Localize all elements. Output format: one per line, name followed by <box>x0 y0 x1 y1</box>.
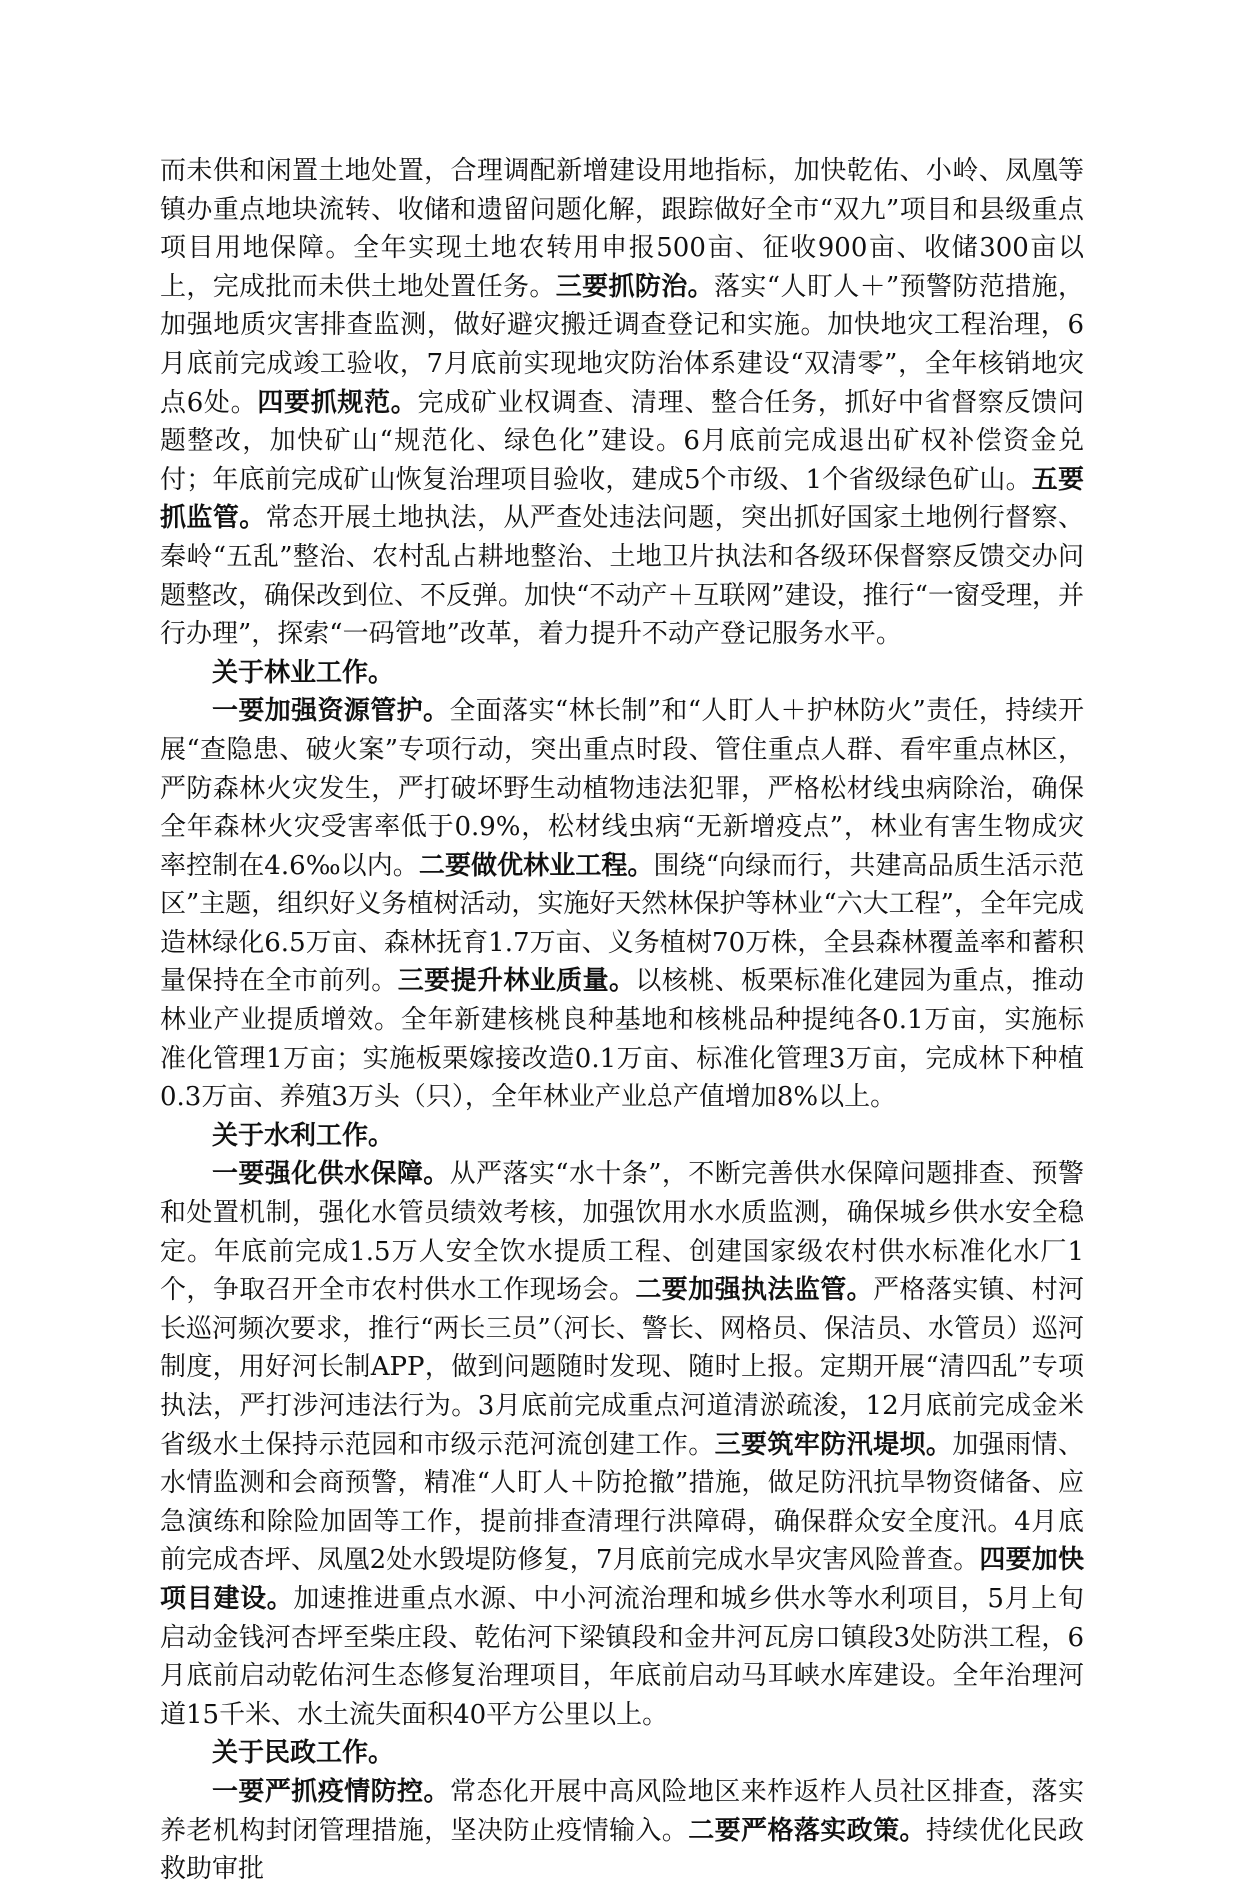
paragraph-forestry: 一要加强资源管护。全面落实“林长制”和“人盯人＋护林防火”责任，持续开展“查隐患、破火案”专项行动，突出重点时段、管住重点人群、看牢重点林区，严防森林火灾发生，严打破坏野生动植物违法犯罪，严格松材线虫病除治，确保全年森林火灾受害率低于0.9%，松材线虫病“无新增疫点”，林业有害生物成灾率控制在4.6‰以内。二要做优林业工程。围绕“向绿而行，共建高品质生活示范区”主题，组织好义务植树活动，实施好天然林保护等林业“六大工程”，全年完成造林绿化6.5万亩、森林抚育1.7万亩、义务植树70万株，全县森林覆盖率和蓄积量保持在全市前列。三要提升林业质量。以核桃、板栗标准化建园为重点，推动林业产业提质增效。全年新建核桃良种基地和核桃品种提纯各0.1万亩，实施标准化管理1万亩；实施板栗嫁接改造0.1万亩、标准化管理3万亩，完成林下种植0.3万亩、养殖3万头（只），全年林业产业总产值增加8%以上。 <box>160 696 1084 1113</box>
section-heading-forestry: 关于林业工作。 <box>212 657 395 688</box>
bold-lead: 二要加强执法监管。 <box>635 1275 874 1306</box>
bold-lead: 一要强化供水保障。 <box>212 1159 450 1190</box>
paragraph-water: 一要强化供水保障。从严落实“水十条”，不断完善供水保障问题排查、预警和处置机制，强化水管员绩效考核，加强饮用水水质监测，确保城乡供水安全稳定。年底前完成1.5万人安全饮水提质工程、创建国家级农村供水标准化水厂1个，争取召开全市农村供水工作现场会。二要加强执法监管。严格落实镇、村河长巡河频次要求，推行“两长三员”（河长、警长、网格员、保洁员、水管员）巡河制度，用好河长制APP，做到问题随时发现、随时上报。定期开展“清四乱”专项执法，严打涉河违法行为。3月底前完成重点河道清淤疏浚，12月底前完成金米省级水土保持示范园和市级示范河流创建工作。三要筑牢防汛堤坝。加强雨情、水情监测和会商预警，精准“人盯人＋防抢撤”措施，做足防汛抗旱物资储备、应急演练和除险加固等工作，提前排查清理行洪障碍，确保群众安全度汛。4月底前完成杏坪、凤凰2处水毁堤防修复，7月底前完成水旱灾害风险普查。四要加快项目建设。加速推进重点水源、中小河流治理和城乡供水等水利项目，5月上旬启动金钱河杏坪至柴庄段、乾佑河下梁镇段和金井河瓦房口镇段3处防洪工程，6月底前启动乾佑河生态修复治理项目，年底前启动马耳峡水库建设。全年治理河道15千米、水土流失面积40平方公里以上。 <box>160 1159 1084 1730</box>
section-heading-water: 关于水利工作。 <box>212 1120 395 1151</box>
bold-lead: 三要提升林业质量。 <box>397 966 636 997</box>
bold-lead: 三要筑牢防汛堤坝。 <box>714 1429 953 1460</box>
bold-lead: 一要严抓疫情防控。 <box>212 1776 450 1807</box>
bold-lead: 四要加快项目建设。 <box>160 1545 1084 1614</box>
bold-lead: 二要严格落实政策。 <box>688 1815 926 1846</box>
bold-lead: 五要抓监管。 <box>160 464 1084 534</box>
bold-lead: 三要抓防治。 <box>555 271 715 302</box>
bold-lead: 四要抓规范。 <box>257 387 418 418</box>
paragraph-civil-affairs: 一要严抓疫情防控。常态化开展中高风险地区来柞返柞人员社区排查，落实养老机构封闭管理措施，坚决防止疫情输入。二要严格落实政策。持续优化民政救助审批 <box>160 1776 1084 1885</box>
bold-lead: 二要做优林业工程。 <box>418 850 654 881</box>
bold-lead: 一要加强资源管护。 <box>212 696 450 727</box>
document-page <box>160 152 1084 1889</box>
section-heading-civil-affairs: 关于民政工作。 <box>212 1738 395 1769</box>
paragraph-land-resources: 而未供和闲置土地处置，合理调配新增建设用地指标，加快乾佑、小岭、凤凰等镇办重点地块流转、收储和遗留问题化解，跟踪做好全市“双九”项目和县级重点项目用地保障。全年实现土地农转用申报500亩、征收900亩、收储300亩以上，完成批而未供土地处置任务。三要抓防治。落实“人盯人＋”预警防范措施，加强地质灾害排查监测，做好避灾搬迁调查登记和实施。加快地灾工程治理，6月底前完成竣工验收，7月底前实现地灾防治体系建设“双清零”，全年核销地灾点6处。四要抓规范。完成矿业权调查、清理、整合任务，抓好中省督察反馈问题整改，加快矿山“规范化、绿色化”建设。6月底前完成退出矿权补偿资金兑付；年底前完成矿山恢复治理项目验收，建成5个市级、1个省级绿色矿山。五要抓监管。常态开展土地执法，从严查处违法问题，突出抓好国家土地例行督察、秦岭“五乱”整治、农村乱占耕地整治、土地卫片执法和各级环保督察反馈交办问题整改，确保改到位、不反弹。加快“不动产＋互联网”建设，推行“一窗受理，并行办理”，探索“一码管地”改革，着力提升不动产登记服务水平。 <box>160 156 1084 650</box>
